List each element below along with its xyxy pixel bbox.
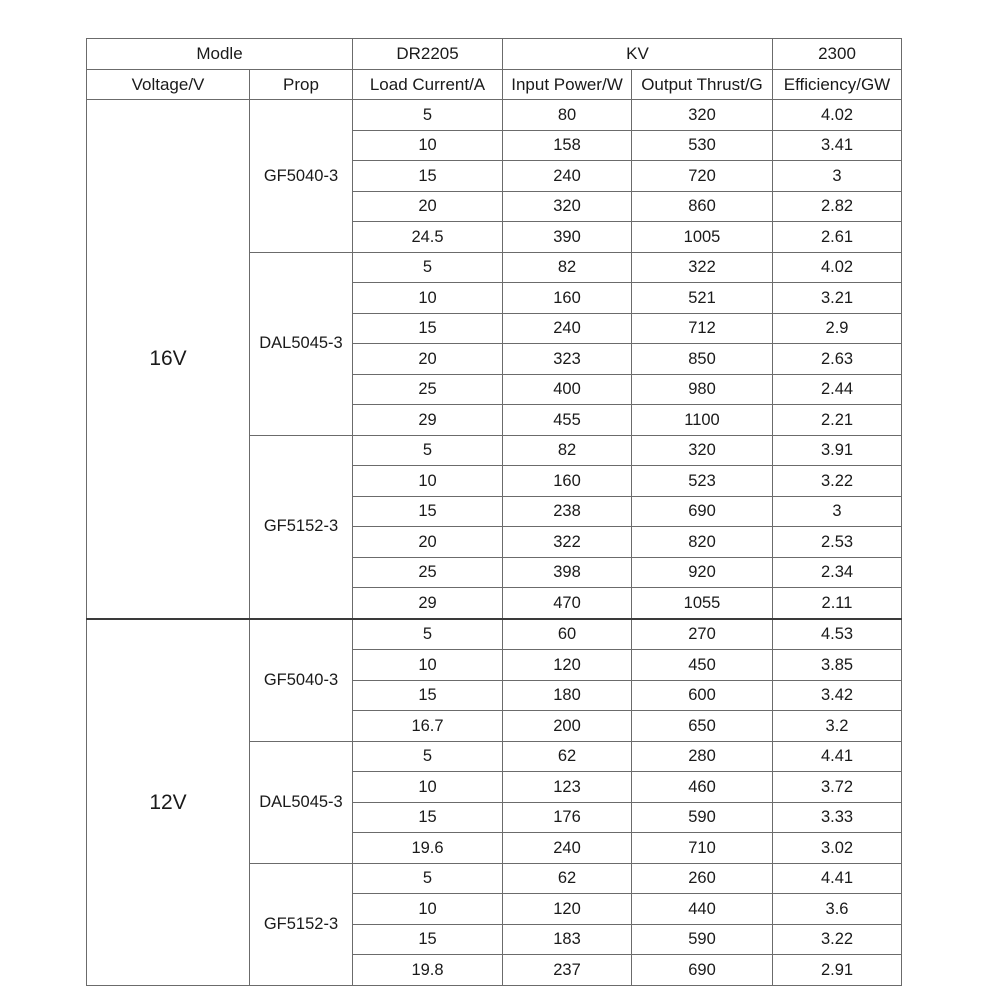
input-power-cell: 176: [503, 802, 632, 833]
output-thrust-cell: 710: [632, 833, 773, 864]
efficiency-cell: 3.33: [773, 802, 902, 833]
efficiency-cell: 2.63: [773, 344, 902, 375]
load-current-cell: 16.7: [353, 711, 503, 742]
input-power-cell: 60: [503, 619, 632, 650]
load-current-cell: 5: [353, 435, 503, 466]
voltage-cell: 12V: [87, 619, 250, 986]
output-thrust-cell: 1005: [632, 222, 773, 253]
output-thrust-cell: 690: [632, 955, 773, 986]
efficiency-cell: 3.6: [773, 894, 902, 925]
input-power-cell: 237: [503, 955, 632, 986]
prop-cell: GF5040-3: [250, 619, 353, 742]
motor-spec-table: [86, 38, 902, 986]
load-current-cell: 25: [353, 557, 503, 588]
input-power-cell: 160: [503, 283, 632, 314]
load-current-cell: 10: [353, 466, 503, 497]
output-thrust-cell: 523: [632, 466, 773, 497]
load-current-cell: 15: [353, 161, 503, 192]
load-current-cell: 10: [353, 130, 503, 161]
prop-cell: DAL5045-3: [250, 252, 353, 435]
column-header-prop: Prop: [250, 69, 353, 100]
output-thrust-cell: 720: [632, 161, 773, 192]
input-power-cell: 183: [503, 924, 632, 955]
efficiency-cell: 4.41: [773, 741, 902, 772]
efficiency-cell: 2.11: [773, 588, 902, 619]
input-power-cell: 240: [503, 833, 632, 864]
input-power-cell: 160: [503, 466, 632, 497]
column-header-output-thrust: Output Thrust/G: [632, 69, 773, 100]
output-thrust-cell: 980: [632, 374, 773, 405]
input-power-cell: 320: [503, 191, 632, 222]
output-thrust-cell: 280: [632, 741, 773, 772]
load-current-cell: 20: [353, 191, 503, 222]
efficiency-cell: 3.22: [773, 466, 902, 497]
input-power-cell: 62: [503, 863, 632, 894]
input-power-cell: 323: [503, 344, 632, 375]
load-current-cell: 29: [353, 405, 503, 436]
table-body: [87, 39, 902, 986]
output-thrust-cell: 270: [632, 619, 773, 650]
kv-value: 2300: [773, 39, 902, 70]
efficiency-cell: 3.22: [773, 924, 902, 955]
load-current-cell: 5: [353, 619, 503, 650]
load-current-cell: 5: [353, 252, 503, 283]
column-header-row: [87, 69, 902, 100]
efficiency-cell: 3.91: [773, 435, 902, 466]
load-current-cell: 10: [353, 650, 503, 681]
load-current-cell: 10: [353, 894, 503, 925]
input-power-cell: 390: [503, 222, 632, 253]
efficiency-cell: 3.21: [773, 283, 902, 314]
load-current-cell: 19.6: [353, 833, 503, 864]
output-thrust-cell: 712: [632, 313, 773, 344]
efficiency-cell: 3.85: [773, 650, 902, 681]
output-thrust-cell: 600: [632, 680, 773, 711]
output-thrust-cell: 1100: [632, 405, 773, 436]
efficiency-cell: 2.53: [773, 527, 902, 558]
load-current-cell: 10: [353, 283, 503, 314]
output-thrust-cell: 450: [632, 650, 773, 681]
efficiency-cell: 2.9: [773, 313, 902, 344]
column-header-input-power: Input Power/W: [503, 69, 632, 100]
input-power-cell: 80: [503, 100, 632, 131]
output-thrust-cell: 590: [632, 802, 773, 833]
load-current-cell: 15: [353, 496, 503, 527]
table-row: [87, 100, 902, 131]
load-current-cell: 15: [353, 802, 503, 833]
efficiency-cell: 2.91: [773, 955, 902, 986]
efficiency-cell: 2.82: [773, 191, 902, 222]
column-header-voltage: Voltage/V: [87, 69, 250, 100]
load-current-cell: 5: [353, 100, 503, 131]
model-row: [87, 39, 902, 70]
output-thrust-cell: 650: [632, 711, 773, 742]
output-thrust-cell: 530: [632, 130, 773, 161]
efficiency-cell: 3: [773, 496, 902, 527]
load-current-cell: 24.5: [353, 222, 503, 253]
efficiency-cell: 2.21: [773, 405, 902, 436]
input-power-cell: 123: [503, 772, 632, 803]
input-power-cell: 120: [503, 894, 632, 925]
efficiency-cell: 4.53: [773, 619, 902, 650]
output-thrust-cell: 320: [632, 100, 773, 131]
input-power-cell: 238: [503, 496, 632, 527]
input-power-cell: 82: [503, 435, 632, 466]
efficiency-cell: 2.44: [773, 374, 902, 405]
voltage-cell: 16V: [87, 100, 250, 619]
output-thrust-cell: 850: [632, 344, 773, 375]
efficiency-cell: 3: [773, 161, 902, 192]
efficiency-cell: 4.02: [773, 252, 902, 283]
input-power-cell: 322: [503, 527, 632, 558]
load-current-cell: 20: [353, 527, 503, 558]
column-header-load-current: Load Current/A: [353, 69, 503, 100]
output-thrust-cell: 590: [632, 924, 773, 955]
efficiency-cell: 3.41: [773, 130, 902, 161]
input-power-cell: 82: [503, 252, 632, 283]
input-power-cell: 240: [503, 313, 632, 344]
efficiency-cell: 3.42: [773, 680, 902, 711]
output-thrust-cell: 320: [632, 435, 773, 466]
load-current-cell: 5: [353, 863, 503, 894]
output-thrust-cell: 440: [632, 894, 773, 925]
load-current-cell: 29: [353, 588, 503, 619]
efficiency-cell: 4.41: [773, 863, 902, 894]
efficiency-cell: 3.02: [773, 833, 902, 864]
input-power-cell: 455: [503, 405, 632, 436]
output-thrust-cell: 521: [632, 283, 773, 314]
output-thrust-cell: 690: [632, 496, 773, 527]
output-thrust-cell: 1055: [632, 588, 773, 619]
output-thrust-cell: 260: [632, 863, 773, 894]
efficiency-cell: 3.72: [773, 772, 902, 803]
prop-cell: DAL5045-3: [250, 741, 353, 863]
input-power-cell: 200: [503, 711, 632, 742]
input-power-cell: 470: [503, 588, 632, 619]
motor-spec-sheet: [86, 38, 902, 986]
prop-cell: GF5040-3: [250, 100, 353, 253]
prop-cell: GF5152-3: [250, 863, 353, 985]
load-current-cell: 20: [353, 344, 503, 375]
output-thrust-cell: 820: [632, 527, 773, 558]
output-thrust-cell: 460: [632, 772, 773, 803]
efficiency-cell: 3.2: [773, 711, 902, 742]
output-thrust-cell: 860: [632, 191, 773, 222]
prop-cell: GF5152-3: [250, 435, 353, 619]
load-current-cell: 15: [353, 924, 503, 955]
output-thrust-cell: 920: [632, 557, 773, 588]
output-thrust-cell: 322: [632, 252, 773, 283]
input-power-cell: 158: [503, 130, 632, 161]
model-label: Modle: [87, 39, 353, 70]
efficiency-cell: 4.02: [773, 100, 902, 131]
input-power-cell: 398: [503, 557, 632, 588]
load-current-cell: 19.8: [353, 955, 503, 986]
input-power-cell: 240: [503, 161, 632, 192]
efficiency-cell: 2.61: [773, 222, 902, 253]
model-value: DR2205: [353, 39, 503, 70]
input-power-cell: 120: [503, 650, 632, 681]
load-current-cell: 15: [353, 680, 503, 711]
load-current-cell: 5: [353, 741, 503, 772]
efficiency-cell: 2.34: [773, 557, 902, 588]
input-power-cell: 62: [503, 741, 632, 772]
load-current-cell: 10: [353, 772, 503, 803]
table-row: [87, 619, 902, 650]
column-header-efficiency: Efficiency/GW: [773, 69, 902, 100]
load-current-cell: 25: [353, 374, 503, 405]
load-current-cell: 15: [353, 313, 503, 344]
input-power-cell: 400: [503, 374, 632, 405]
input-power-cell: 180: [503, 680, 632, 711]
kv-label: KV: [503, 39, 773, 70]
